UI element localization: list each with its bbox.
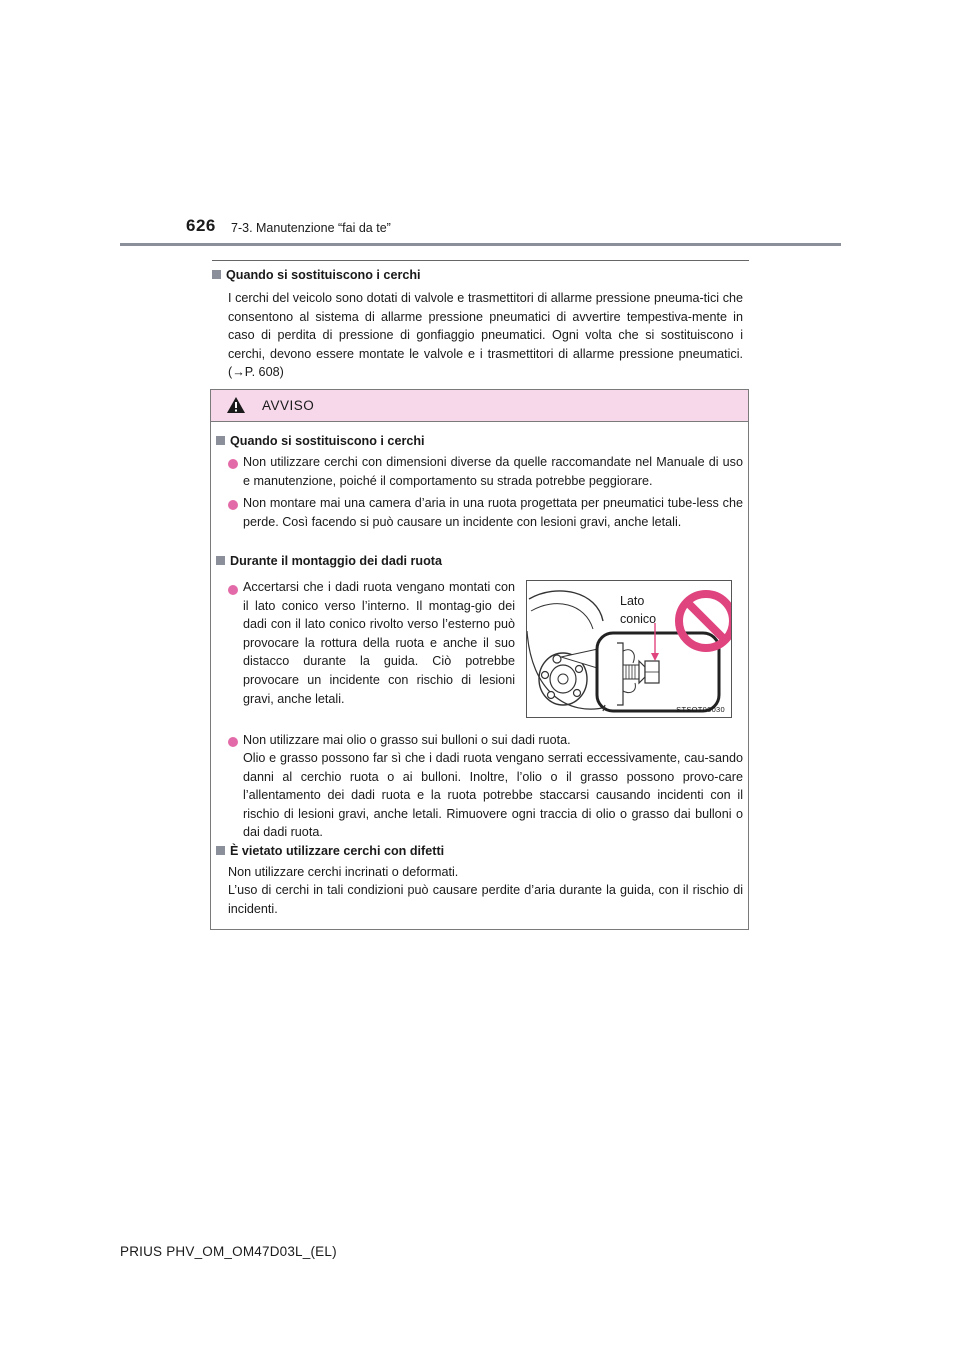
intro-rule xyxy=(212,260,749,261)
warning-bullet-text: Non utilizzare mai olio o grasso sui bulloni o sui dadi ruota. xyxy=(243,733,571,747)
illustration-code: STSOT00030 xyxy=(676,705,725,714)
warning-section-1-heading: Quando si sostituiscono i cerchi xyxy=(230,434,425,448)
illustration-label-line1: Lato xyxy=(620,594,645,608)
warning-line: Non utilizzare cerchi incrinati o deformati. xyxy=(228,865,459,879)
bullet-icon xyxy=(228,737,238,747)
warning-section-2-heading: Durante il montaggio dei dadi ruota xyxy=(230,554,443,568)
bullet-icon xyxy=(228,500,238,510)
bullet-icon xyxy=(228,459,238,469)
warning-bullet-text: Non utilizzare cerchi con dimensioni diverse da quelle raccomandate nel Manuale di uso e manutenzione, poiché il comportamento su strada potrebbe peggiorare. xyxy=(243,455,743,488)
warning-section-2-heading-row xyxy=(216,552,746,571)
intro-heading: Quando si sostituiscono i cerchi xyxy=(226,268,421,282)
warning-triangle-icon xyxy=(226,396,246,414)
illustration-label xyxy=(620,592,656,628)
intro-paragraph: I cerchi del veicolo sono dotati di valvole e trasmettitori di allarme pressione pneuma-tici che consentono al sistema di allarme pressione pneumatici di avvertire tempestiva-mente in caso di perdita di pressione di gonfiaggio pneumatici. Ogni volta che si sostituiscono i cerchi, devono essere montate le valvole e i trasmettitori di allarme pressione pneumatici. (→P. 608) xyxy=(228,291,743,380)
bullet-icon xyxy=(228,585,238,595)
intro-heading-row xyxy=(212,266,752,285)
warning-paragraph: Olio e grasso possono far sì che i dadi ruota vengano serrati eccessivamente, cau-sando danni al cerchio ruota o ai bulloni. Inoltre, l’olio o il grasso possono provo-care l’allentamento dei dadi ruota e la ruota potrebbe staccarsi causando incidenti con il rischio di lesioni gravi, anche letali. Rimuovere ogni traccia di olio o grasso dai bulloni o dai dadi ruota. xyxy=(243,751,743,840)
warning-section-1-heading-row xyxy=(216,432,746,451)
warning-bullet-text: Accertarsi che i dadi ruota vengano montati con il lato conico verso l’interno. Il montag-gio dei dadi con il lato conico rivolto verso l’esterno può provocare la rottura della ruota e anche il suo distacco durante la guida. Ciò potrebbe provocare un incidente con rischio di lesioni gravi, anche letali. xyxy=(243,580,515,706)
illustration-label-line2: conico xyxy=(620,612,657,626)
square-bullet-icon xyxy=(212,270,221,279)
wheel-nut-illustration xyxy=(526,580,732,718)
square-bullet-icon xyxy=(216,436,225,445)
warning-title: AVVISO xyxy=(262,398,315,413)
header-rule xyxy=(120,243,841,246)
page-number: 626 xyxy=(186,216,216,235)
square-bullet-icon xyxy=(216,846,225,855)
warning-line: L’uso di cerchi in tali condizioni può causare perdite d’aria durante la guida, con il rischio di incidenti. xyxy=(228,883,743,916)
section-title: 7-3. Manutenzione “fai da te” xyxy=(231,221,391,235)
square-bullet-icon xyxy=(216,556,225,565)
warning-bullet-text: Non montare mai una camera d’aria in una ruota progettata per pneumatici tube-less che perde. Così facendo si può causare un incidente con lesioni gravi, anche letali. xyxy=(243,496,743,529)
warning-header xyxy=(211,390,748,422)
document-code: PRIUS PHV_OM_OM47D03L_(EL) xyxy=(120,1244,337,1259)
warning-section-3-heading: È vietato utilizzare cerchi con difetti xyxy=(230,844,445,858)
warning-section-3-heading-row xyxy=(216,842,746,861)
